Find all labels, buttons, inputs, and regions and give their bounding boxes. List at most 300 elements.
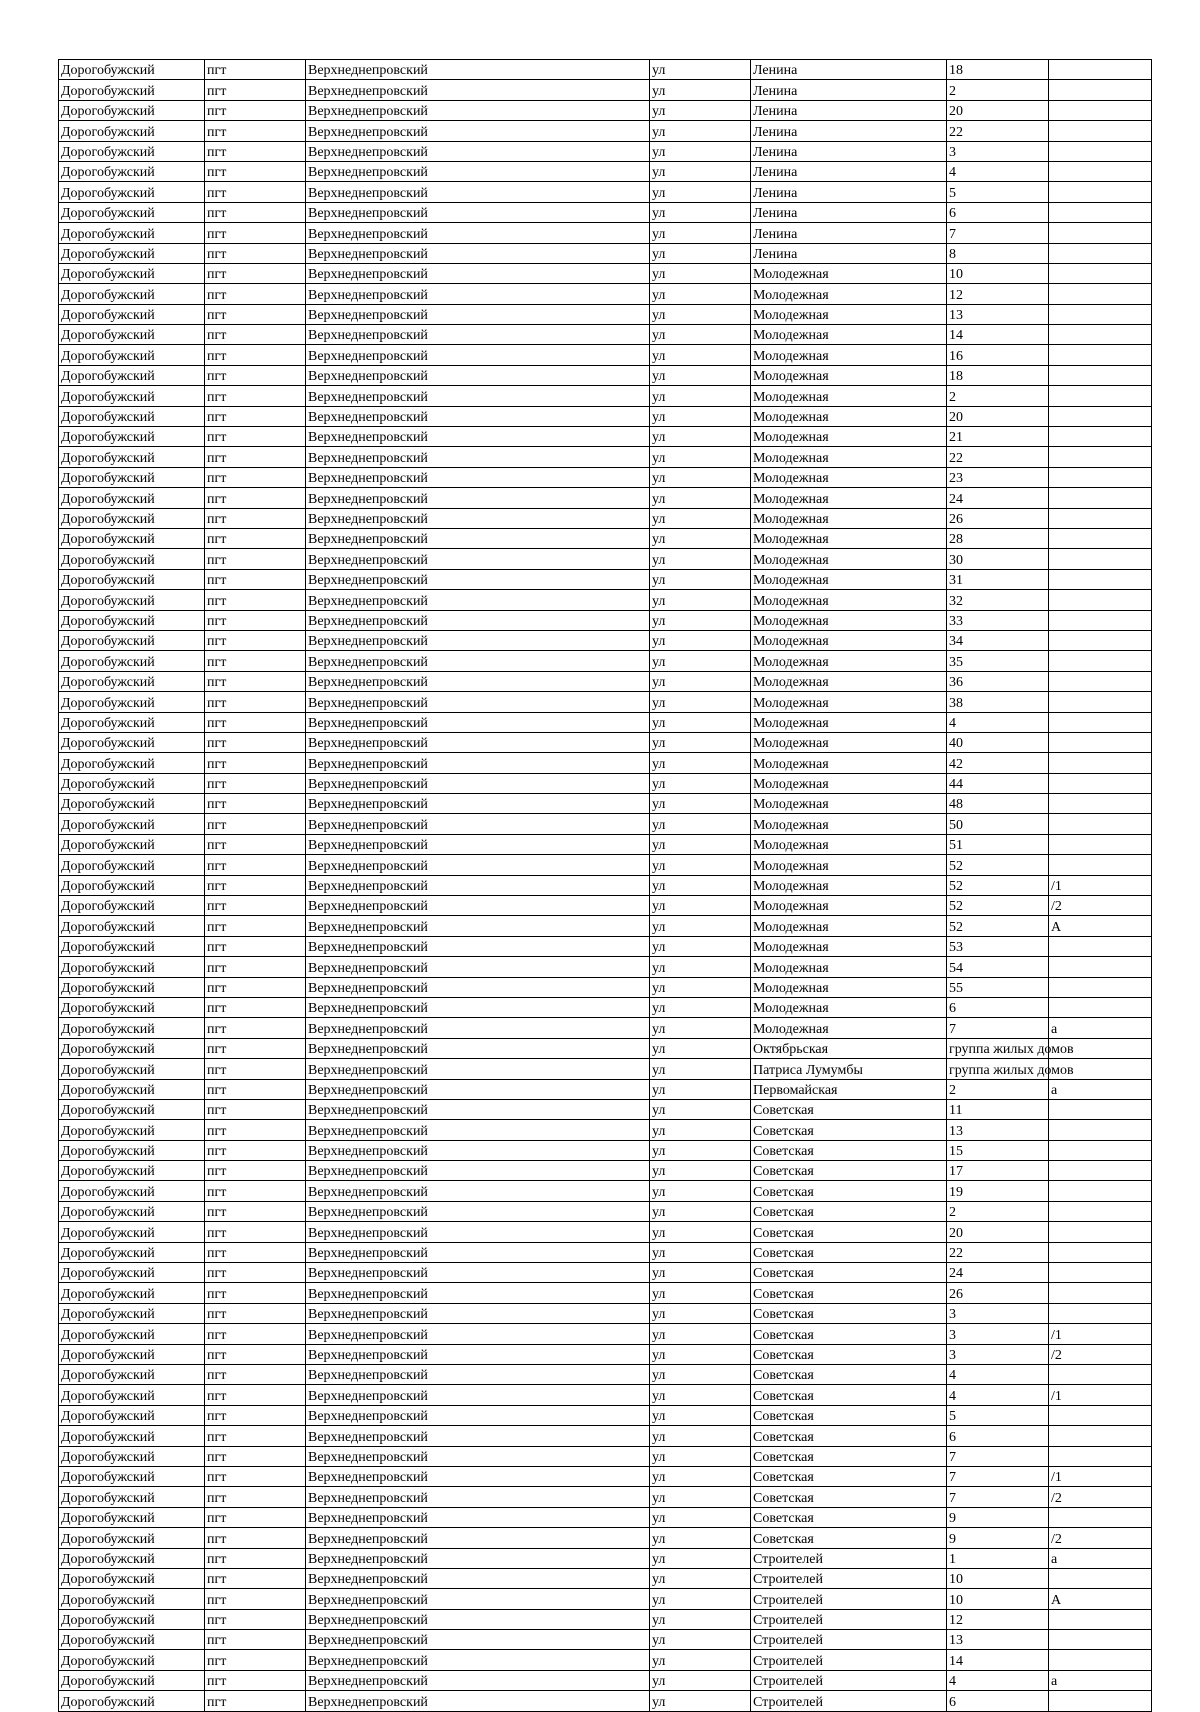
settlement-cell: Верхнеднепровский [306,1446,650,1466]
district-cell: Дорогобужский [59,1201,205,1221]
house-suffix-cell [1049,1650,1152,1670]
house-suffix-cell [1049,508,1152,528]
street-type-cell: ул [650,427,751,447]
house-number-cell: 50 [947,814,1049,834]
settlement-type-cell: пгт [205,1507,306,1527]
house-suffix-cell [1049,1405,1152,1425]
settlement-cell: Верхнеднепровский [306,1038,650,1058]
district-cell: Дорогобужский [59,243,205,263]
street-type-cell: ул [650,1548,751,1568]
settlement-type-cell: пгт [205,243,306,263]
settlement-cell: Верхнеднепровский [306,263,650,283]
table-row [59,1405,1152,1425]
district-cell: Дорогобужский [59,712,205,732]
settlement-cell: Верхнеднепровский [306,1670,650,1690]
settlement-type-cell: пгт [205,100,306,120]
house-number-cell: 12 [947,1609,1049,1629]
table-row [59,60,1152,80]
table-row [59,1099,1152,1119]
table-row [59,1242,1152,1262]
settlement-cell: Верхнеднепровский [306,1140,650,1160]
table-row [59,141,1152,161]
settlement-cell: Верхнеднепровский [306,977,650,997]
street-type-cell: ул [650,386,751,406]
house-suffix-cell [1049,590,1152,610]
settlement-type-cell: пгт [205,528,306,548]
settlement-type-cell: пгт [205,1283,306,1303]
street-type-cell: ул [650,202,751,222]
settlement-type-cell: пгт [205,1161,306,1181]
table-row [59,121,1152,141]
settlement-type-cell: пгт [205,590,306,610]
house-suffix-cell [1049,60,1152,80]
settlement-type-cell: пгт [205,1140,306,1160]
district-cell: Дорогобужский [59,855,205,875]
table-row [59,406,1152,426]
settlement-type-cell: пгт [205,1528,306,1548]
settlement-cell: Верхнеднепровский [306,1528,650,1548]
street-type-cell: ул [650,1201,751,1221]
district-cell: Дорогобужский [59,732,205,752]
settlement-cell: Верхнеднепровский [306,1405,650,1425]
settlement-cell: Верхнеднепровский [306,1507,650,1527]
table-row [59,1079,1152,1099]
house-suffix-cell: А [1049,1589,1152,1609]
house-number-cell: 9 [947,1507,1049,1527]
street-type-cell: ул [650,161,751,181]
street-type-cell: ул [650,1242,751,1262]
settlement-type-cell: пгт [205,692,306,712]
house-suffix-cell [1049,121,1152,141]
house-suffix-cell [1049,1303,1152,1323]
table-row [59,773,1152,793]
street-cell: Строителей [751,1568,947,1588]
street-cell: Молодежная [751,671,947,691]
street-type-cell: ул [650,528,751,548]
house-number-cell: 23 [947,467,1049,487]
settlement-cell: Верхнеднепровский [306,1181,650,1201]
street-type-cell: ул [650,630,751,650]
settlement-type-cell: пгт [205,223,306,243]
table-row [59,651,1152,671]
street-cell: Октябрьская [751,1038,947,1058]
district-cell: Дорогобужский [59,1263,205,1283]
district-cell: Дорогобужский [59,1548,205,1568]
street-cell: Молодежная [751,712,947,732]
table-row [59,692,1152,712]
settlement-type-cell: пгт [205,569,306,589]
district-cell: Дорогобужский [59,447,205,467]
table-row [59,1283,1152,1303]
district-cell: Дорогобужский [59,528,205,548]
street-type-cell: ул [650,1303,751,1323]
house-number-cell: 14 [947,325,1049,345]
house-number-cell: 11 [947,1099,1049,1119]
street-type-cell: ул [650,1324,751,1344]
settlement-type-cell: пгт [205,1344,306,1364]
district-cell: Дорогобужский [59,1487,205,1507]
table-row [59,284,1152,304]
district-cell: Дорогобужский [59,488,205,508]
street-type-cell: ул [650,1222,751,1242]
street-type-cell: ул [650,875,751,895]
street-cell: Молодежная [751,753,947,773]
district-cell: Дорогобужский [59,1589,205,1609]
table-row [59,467,1152,487]
street-cell: Ленина [751,161,947,181]
settlement-cell: Верхнеднепровский [306,488,650,508]
house-number-cell: 22 [947,447,1049,467]
district-cell: Дорогобужский [59,753,205,773]
table-row [59,549,1152,569]
address-table [58,59,1152,1712]
settlement-type-cell: пгт [205,508,306,528]
table-row [59,916,1152,936]
district-cell: Дорогобужский [59,1038,205,1058]
street-type-cell: ул [650,1018,751,1038]
street-type-cell: ул [650,1120,751,1140]
district-cell: Дорогобужский [59,1650,205,1670]
district-cell: Дорогобужский [59,916,205,936]
table-row [59,508,1152,528]
house-suffix-cell [1049,1426,1152,1446]
house-suffix-cell [1049,467,1152,487]
house-suffix-cell [1049,1161,1152,1181]
settlement-cell: Верхнеднепровский [306,1303,650,1323]
street-cell: Строителей [751,1670,947,1690]
settlement-type-cell: пгт [205,304,306,324]
settlement-type-cell: пгт [205,1405,306,1425]
settlement-type-cell: пгт [205,712,306,732]
house-suffix-cell [1049,1263,1152,1283]
street-cell: Советская [751,1365,947,1385]
district-cell: Дорогобужский [59,1691,205,1711]
settlement-cell: Верхнеднепровский [306,508,650,528]
street-type-cell: ул [650,1426,751,1446]
table-row [59,1303,1152,1323]
house-suffix-cell [1049,1365,1152,1385]
street-cell: Молодежная [751,896,947,916]
settlement-cell: Верхнеднепровский [306,1426,650,1446]
house-number-cell: 35 [947,651,1049,671]
settlement-cell: Верхнеднепровский [306,1161,650,1181]
settlement-cell: Верхнеднепровский [306,1568,650,1588]
street-cell: Советская [751,1446,947,1466]
street-type-cell: ул [650,1507,751,1527]
house-suffix-cell [1049,182,1152,202]
settlement-cell: Верхнеднепровский [306,1630,650,1650]
table-row [59,447,1152,467]
street-cell: Молодежная [751,304,947,324]
street-cell: Молодежная [751,814,947,834]
house-suffix-cell [1049,692,1152,712]
street-type-cell: ул [650,651,751,671]
table-row [59,161,1152,181]
table-row [59,1691,1152,1711]
street-cell: Советская [751,1405,947,1425]
settlement-cell: Верхнеднепровский [306,549,650,569]
settlement-cell: Верхнеднепровский [306,916,650,936]
street-cell: Строителей [751,1630,947,1650]
house-number-cell: 40 [947,732,1049,752]
district-cell: Дорогобужский [59,60,205,80]
house-number-cell: 34 [947,630,1049,650]
house-number-cell: 20 [947,1222,1049,1242]
settlement-cell: Верхнеднепровский [306,834,650,854]
table-row [59,610,1152,630]
street-type-cell: ул [650,1283,751,1303]
street-type-cell: ул [650,671,751,691]
settlement-type-cell: пгт [205,202,306,222]
settlement-type-cell: пгт [205,773,306,793]
table-row [59,345,1152,365]
street-cell: Молодежная [751,855,947,875]
house-suffix-cell [1049,610,1152,630]
house-number-cell: 48 [947,794,1049,814]
settlement-type-cell: пгт [205,1466,306,1486]
house-suffix-cell [1049,1242,1152,1262]
street-type-cell: ул [650,1528,751,1548]
table-row [59,590,1152,610]
table-row [59,1609,1152,1629]
street-cell: Молодежная [751,590,947,610]
table-row [59,794,1152,814]
district-cell: Дорогобужский [59,549,205,569]
street-type-cell: ул [650,916,751,936]
settlement-cell: Верхнеднепровский [306,1242,650,1262]
street-cell: Строителей [751,1548,947,1568]
street-cell: Строителей [751,1650,947,1670]
house-suffix-cell [1049,1283,1152,1303]
house-suffix-cell [1049,1446,1152,1466]
house-number-cell: 7 [947,1446,1049,1466]
street-type-cell: ул [650,60,751,80]
house-number-cell: 3 [947,141,1049,161]
house-number-cell: 24 [947,1263,1049,1283]
street-type-cell: ул [650,1038,751,1058]
house-suffix-cell [1049,712,1152,732]
settlement-cell: Верхнеднепровский [306,997,650,1017]
house-suffix-cell: /2 [1049,896,1152,916]
house-suffix-cell [1049,1507,1152,1527]
street-type-cell: ул [650,345,751,365]
settlement-type-cell: пгт [205,263,306,283]
settlement-type-cell: пгт [205,161,306,181]
house-number-cell: 22 [947,121,1049,141]
settlement-type-cell: пгт [205,1079,306,1099]
house-suffix-cell [1049,671,1152,691]
district-cell: Дорогобужский [59,365,205,385]
settlement-type-cell: пгт [205,1222,306,1242]
house-suffix-cell [1049,1120,1152,1140]
settlement-cell: Верхнеднепровский [306,100,650,120]
house-number-cell: 1 [947,1548,1049,1568]
house-suffix-cell [1049,263,1152,283]
table-row [59,1446,1152,1466]
table-row [59,1263,1152,1283]
house-number-cell: 22 [947,1242,1049,1262]
district-cell: Дорогобужский [59,1018,205,1038]
settlement-type-cell: пгт [205,916,306,936]
table-row [59,1161,1152,1181]
table-row [59,304,1152,324]
district-cell: Дорогобужский [59,1099,205,1119]
settlement-type-cell: пгт [205,60,306,80]
settlement-type-cell: пгт [205,997,306,1017]
district-cell: Дорогобужский [59,590,205,610]
district-cell: Дорогобужский [59,304,205,324]
settlement-cell: Верхнеднепровский [306,467,650,487]
settlement-cell: Верхнеднепровский [306,957,650,977]
table-row [59,1568,1152,1588]
district-cell: Дорогобужский [59,141,205,161]
district-cell: Дорогобужский [59,1365,205,1385]
settlement-cell: Верхнеднепровский [306,896,650,916]
settlement-cell: Верхнеднепровский [306,651,650,671]
district-cell: Дорогобужский [59,1630,205,1650]
house-suffix-cell [1049,569,1152,589]
table-row [59,386,1152,406]
street-cell: Молодежная [751,447,947,467]
table-row [59,814,1152,834]
house-number-cell: 21 [947,427,1049,447]
settlement-type-cell: пгт [205,1568,306,1588]
street-type-cell: ул [650,1630,751,1650]
settlement-cell: Верхнеднепровский [306,610,650,630]
street-type-cell: ул [650,1568,751,1588]
house-number-cell: 52 [947,855,1049,875]
house-suffix-cell [1049,1181,1152,1201]
street-cell: Молодежная [751,875,947,895]
street-type-cell: ул [650,467,751,487]
settlement-type-cell: пгт [205,1365,306,1385]
settlement-cell: Верхнеднепровский [306,1589,650,1609]
house-suffix-cell [1049,304,1152,324]
settlement-cell: Верхнеднепровский [306,855,650,875]
street-cell: Советская [751,1385,947,1405]
street-cell: Советская [751,1263,947,1283]
district-cell: Дорогобужский [59,1385,205,1405]
settlement-type-cell: пгт [205,957,306,977]
street-cell: Молодежная [751,386,947,406]
settlement-type-cell: пгт [205,1038,306,1058]
house-number-cell: 6 [947,202,1049,222]
street-type-cell: ул [650,1059,751,1079]
settlement-type-cell: пгт [205,1201,306,1221]
settlement-cell: Верхнеднепровский [306,141,650,161]
district-cell: Дорогобужский [59,773,205,793]
street-type-cell: ул [650,223,751,243]
settlement-cell: Верхнеднепровский [306,712,650,732]
street-type-cell: ул [650,1365,751,1385]
settlement-cell: Верхнеднепровский [306,814,650,834]
settlement-cell: Верхнеднепровский [306,528,650,548]
street-type-cell: ул [650,263,751,283]
settlement-type-cell: пгт [205,855,306,875]
house-number-cell: 38 [947,692,1049,712]
settlement-type-cell: пгт [205,630,306,650]
street-type-cell: ул [650,1344,751,1364]
table-row [59,1181,1152,1201]
house-number-cell: 7 [947,1466,1049,1486]
settlement-cell: Верхнеднепровский [306,406,650,426]
settlement-type-cell: пгт [205,1589,306,1609]
street-cell: Строителей [751,1589,947,1609]
settlement-cell: Верхнеднепровский [306,60,650,80]
settlement-type-cell: пгт [205,875,306,895]
settlement-type-cell: пгт [205,1303,306,1323]
settlement-type-cell: пгт [205,467,306,487]
house-suffix-cell [1049,997,1152,1017]
house-number-cell: 5 [947,1405,1049,1425]
table-row [59,1589,1152,1609]
settlement-cell: Верхнеднепровский [306,427,650,447]
table-row [59,182,1152,202]
district-cell: Дорогобужский [59,1242,205,1262]
street-type-cell: ул [650,121,751,141]
house-suffix-cell [1049,814,1152,834]
settlement-type-cell: пгт [205,284,306,304]
district-cell: Дорогобужский [59,100,205,120]
street-type-cell: ул [650,814,751,834]
settlement-cell: Верхнеднепровский [306,1263,650,1283]
house-number-cell: 51 [947,834,1049,854]
settlement-type-cell: пгт [205,121,306,141]
district-cell: Дорогобужский [59,630,205,650]
house-suffix-cell [1049,794,1152,814]
house-number-cell: 8 [947,243,1049,263]
street-cell: Советская [751,1528,947,1548]
settlement-type-cell: пгт [205,386,306,406]
street-cell: Молодежная [751,997,947,1017]
house-number-cell: 5 [947,182,1049,202]
street-type-cell: ул [650,406,751,426]
house-number-cell: 2 [947,1201,1049,1221]
street-cell: Советская [751,1344,947,1364]
street-cell: Советская [751,1161,947,1181]
street-cell: Ленина [751,80,947,100]
house-suffix-cell [1049,386,1152,406]
street-cell: Советская [751,1140,947,1160]
street-cell: Строителей [751,1609,947,1629]
district-cell: Дорогобужский [59,1507,205,1527]
street-cell: Молодежная [751,569,947,589]
house-number-cell: 20 [947,100,1049,120]
street-cell: Ленина [751,141,947,161]
street-cell: Ленина [751,182,947,202]
street-type-cell: ул [650,1589,751,1609]
house-suffix-cell [1049,100,1152,120]
house-suffix-cell [1049,1568,1152,1588]
table-row [59,977,1152,997]
house-suffix-cell [1049,1201,1152,1221]
settlement-cell: Верхнеднепровский [306,1079,650,1099]
street-cell: Советская [751,1507,947,1527]
house-number-cell: 30 [947,549,1049,569]
house-number-cell: 28 [947,528,1049,548]
table-row [59,1548,1152,1568]
district-cell: Дорогобужский [59,1344,205,1364]
settlement-type-cell: пгт [205,1059,306,1079]
house-suffix-cell: а [1049,1079,1152,1099]
house-suffix-cell [1049,732,1152,752]
table-row [59,1630,1152,1650]
street-cell: Молодежная [751,508,947,528]
settlement-cell: Верхнеднепровский [306,161,650,181]
street-cell: Молодежная [751,732,947,752]
district-cell: Дорогобужский [59,834,205,854]
street-type-cell: ул [650,80,751,100]
